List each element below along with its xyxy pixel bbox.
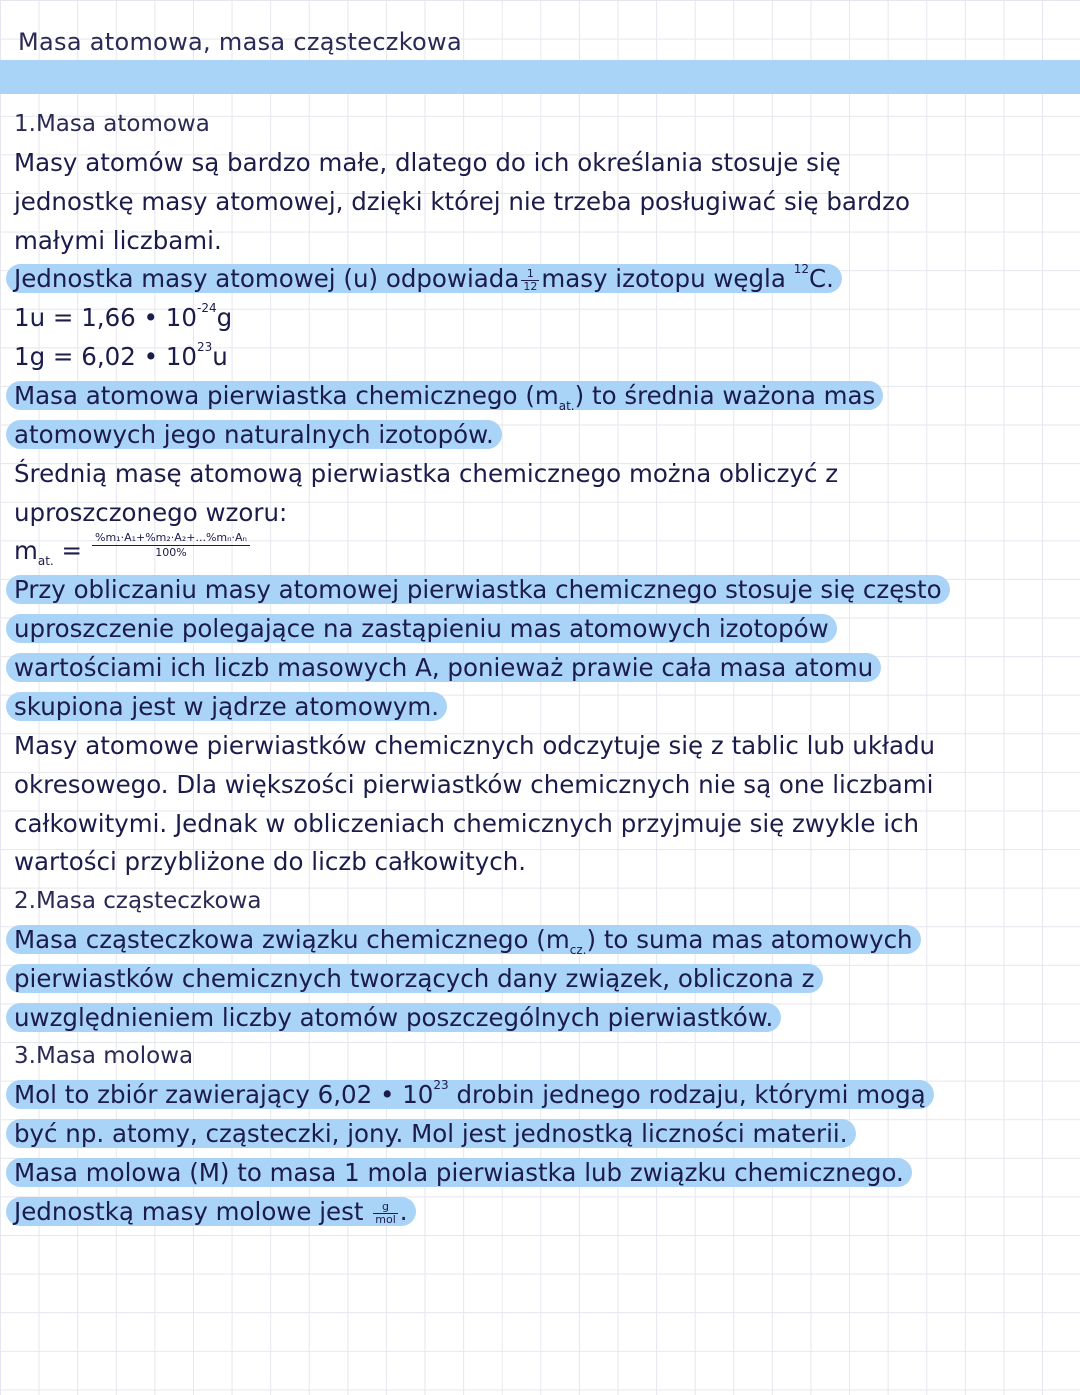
mol-definition-line-1 <box>14 1079 934 1111</box>
highlight: atomowych jego naturalnych izotopów. <box>6 420 502 449</box>
mol-definition-line-2 <box>14 1118 856 1150</box>
title-highlight-bar <box>0 60 1080 94</box>
highlight: wartościami ich liczb masowych A, ponieważ prawie cała masa atomu <box>6 653 881 682</box>
unit-definition-text-b: masy izotopu węgla <box>541 264 786 293</box>
formula-lhs <box>14 535 82 567</box>
molecular-mass-line-1 <box>14 924 921 956</box>
simplification-line <box>14 652 881 684</box>
equation-text: 1u = 1,66 • 10 <box>14 303 197 332</box>
section-heading-molar-mass: 3.Masa molowa <box>14 1043 194 1069</box>
fraction-g-per-mol <box>373 1201 398 1226</box>
molecular-mass-line-2 <box>14 963 823 995</box>
formula-fraction <box>92 531 250 560</box>
formula-denominator: 100% <box>155 546 187 559</box>
period: . <box>399 1197 408 1226</box>
equation-1g <box>14 341 228 373</box>
definition-text-a: Masa atomowa pierwiastka chemicznego (m <box>14 381 559 410</box>
unit-definition-text-a: Jednostka masy atomowej (u) odpowiada <box>14 264 520 293</box>
definition-text-a: Masa cząsteczkowa związku chemicznego (m <box>14 925 570 954</box>
unit-definition-line <box>14 263 842 295</box>
average-mass-definition-line-1 <box>14 380 883 412</box>
simplification-line <box>14 691 447 723</box>
paragraph-line: Średnią masę atomową pierwiastka chemicznego można obliczyć z <box>14 459 839 488</box>
exponent: -24 <box>196 301 217 315</box>
molecular-mass-line-3 <box>14 1002 781 1034</box>
highlight <box>6 381 883 413</box>
carbon-mass-number: 12 <box>793 262 809 276</box>
paragraph-line: Masy atomowe pierwiastków chemicznych odczytuje się z tablic lub układu <box>14 731 936 760</box>
formula-symbol: m <box>14 536 38 565</box>
simplification-line <box>14 613 837 645</box>
highlight: pierwiastków chemicznych tworzących dany związek, obliczona z <box>6 964 823 993</box>
highlight: uproszczenie polegające na zastąpieniu mas atomowych izotopów <box>6 614 837 643</box>
definition-text-b: ) to suma mas atomowych <box>586 925 913 954</box>
paragraph-line: okresowego. Dla większości pierwiastków chemicznych nie są one liczbami <box>14 770 934 799</box>
molar-mass-definition <box>14 1157 912 1189</box>
equals-sign: = <box>53 536 83 565</box>
subscript: cz. <box>569 943 587 957</box>
equation-text: 1g = 6,02 • 10 <box>14 342 197 371</box>
equation-unit: u <box>212 342 228 371</box>
fraction-denominator: 12 <box>523 279 538 293</box>
mol-text-a: Mol to zbiór zawierający 6,02 • 10 <box>14 1080 434 1109</box>
subscript: at. <box>37 554 54 568</box>
highlight <box>6 1197 416 1226</box>
carbon-symbol: C. <box>808 264 834 293</box>
section-heading-atomic-mass: 1.Masa atomowa <box>14 111 210 137</box>
simplification-line <box>14 574 950 606</box>
section-heading-molecular-mass: 2.Masa cząsteczkowa <box>14 888 262 914</box>
equation-unit: g <box>216 303 233 332</box>
highlight: Przy obliczaniu masy atomowej pierwiastka chemicznego stosuje się często <box>6 575 950 604</box>
highlight: skupiona jest w jądrze atomowym. <box>6 692 447 721</box>
page-title: Masa atomowa, masa cząsteczkowa <box>18 28 462 56</box>
highlight <box>6 264 842 293</box>
highlight: być np. atomy, cząsteczki, jony. Mol jest jednostką liczności materii. <box>6 1119 856 1148</box>
mol-text-b: drobin jednego rodzaju, którymi mogą <box>448 1080 926 1109</box>
subscript: at. <box>558 399 575 413</box>
formula-numerator: %m₁·A₁+%m₂·A₂+...%mₙ·Aₙ <box>92 531 250 546</box>
paragraph-line: małymi liczbami. <box>14 226 222 255</box>
definition-text-b: ) to średnia ważona mas <box>574 381 876 410</box>
fraction-one-twelfth <box>521 268 539 293</box>
molar-mass-unit-line <box>14 1196 416 1228</box>
paragraph-line: całkowitymi. Jednak w obliczeniach chemicznych przyjmuje się zwykle ich <box>14 809 920 838</box>
fraction-denominator: mol <box>375 1212 396 1226</box>
highlight <box>6 925 921 957</box>
exponent: 23 <box>197 340 213 354</box>
paragraph-line: wartości przybliżone do liczb całkowitych. <box>14 847 527 876</box>
fraction-numerator: g <box>373 1201 398 1214</box>
exponent: 23 <box>433 1078 449 1092</box>
highlight: uwzględnieniem liczby atomów poszczególnych pierwiastków. <box>6 1003 781 1032</box>
average-mass-definition-line-2 <box>14 419 502 451</box>
highlight: Masa molowa (M) to masa 1 mola pierwiastka lub związku chemicznego. <box>6 1158 912 1187</box>
fraction-numerator: 1 <box>521 268 539 281</box>
unit-text: Jednostką masy molowe jest <box>14 1197 364 1226</box>
paragraph-line: jednostkę masy atomowej, dzięki której nie trzeba posługiwać się bardzo <box>14 187 910 216</box>
equation-1u <box>14 302 232 334</box>
paragraph-line: uproszczonego wzoru: <box>14 498 288 527</box>
highlight <box>6 1080 934 1109</box>
paragraph-line: Masy atomów są bardzo małe, dlatego do ich określania stosuje się <box>14 148 841 177</box>
